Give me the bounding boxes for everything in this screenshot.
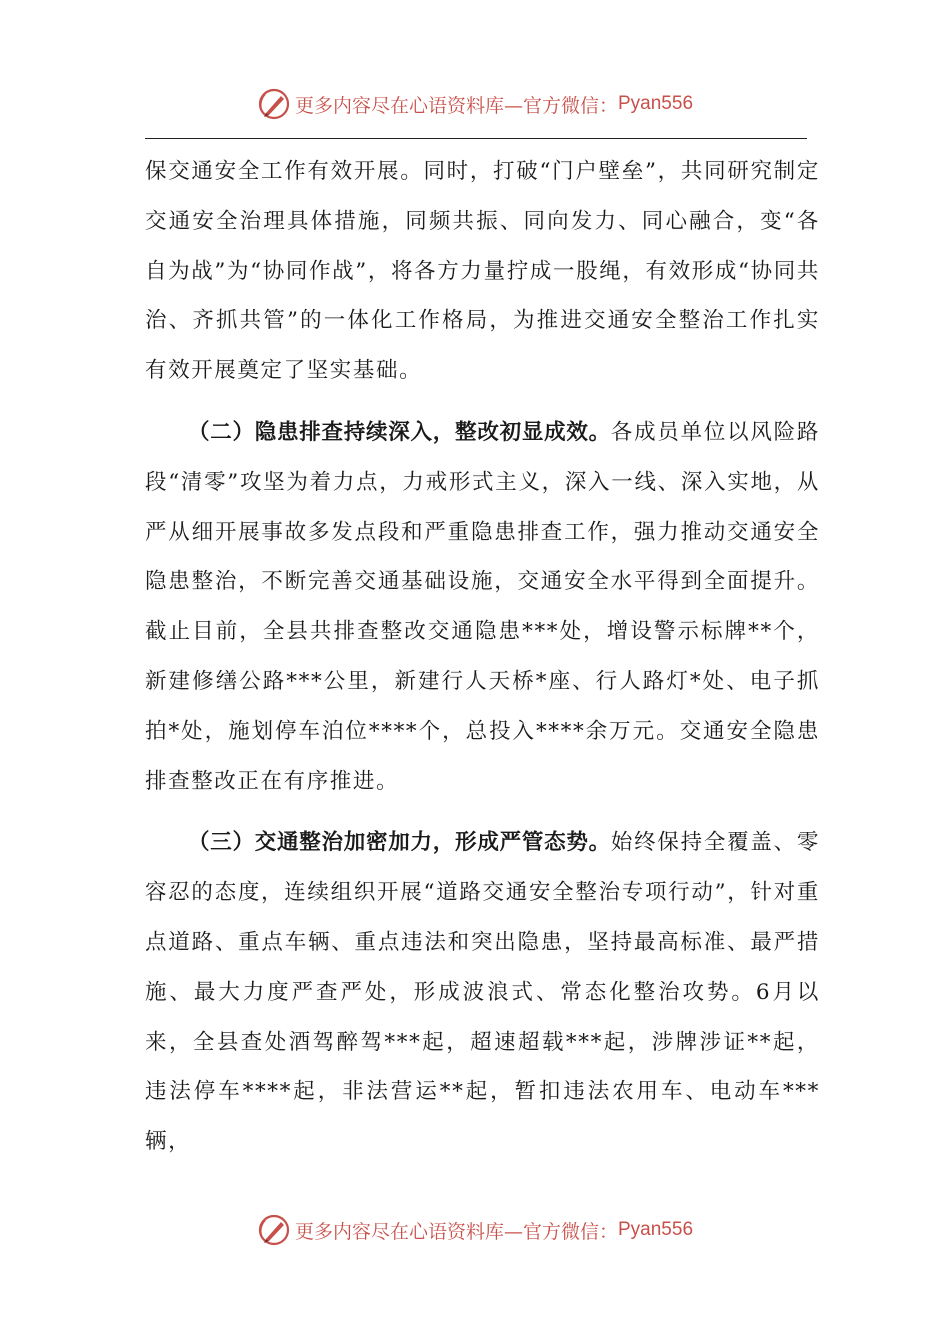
page-header-banner	[0, 84, 950, 124]
header-divider	[145, 138, 807, 139]
header-wechat-id: Pyan556	[618, 93, 694, 114]
section-2-paragraph	[145, 408, 820, 806]
footer-wechat-id: Pyan556	[618, 1219, 694, 1240]
paragraph-continuation: 保交通安全工作有效开展。同时，打破“门户壁垒”，共同研究制定交通安全治理具体措施，同频共振、同向发力、同心融合，变“各自为战”为“协同作战”，将各方力量拧成一股绳，有效形成“协同共治、齐抓共管”的一体化工作格局，为推进交通安全整治工作扎实有效开展奠定了坚实基础。	[145, 159, 820, 384]
section-3-text: 始终保持全覆盖、零容忍的态度，连续组织开展“道路交通安全整治专项行动”，针对重点道路、重点车辆、重点违法和突出隐患，坚持最高标准、最严措施、最大力度严查严处，形成波浪式、常态化整治攻势。6月以来，全县查处酒驾醉驾***起，超速超载***起，涉牌涉证**起，违法停车****起，非法营运**起，暂扣违法农用车、电动车***辆，	[145, 830, 821, 1155]
footer-banner-text: 更多内容尽在心语资料库—官方微信：	[294, 1220, 618, 1243]
pen-logo-icon	[257, 87, 291, 121]
pen-logo-icon	[257, 1213, 291, 1247]
section-2-heading: （二）隐患排查持续深入，整改初显成效。	[188, 419, 611, 445]
document-body	[145, 147, 820, 1167]
page-footer-banner	[0, 1210, 950, 1250]
section-2-text: 各成员单位以风险路段“清零”攻坚为着力点，力戒形式主义，深入一线、深入实地，从严从细开展事故多发点段和严重隐患排查工作，强力推动交通安全隐患整治，不断完善交通基础设施，交通安全水平得到全面提升。截止目前，全县共排查整改交通隐患***处，增设警示标牌**个，新建修缮公路***公里，新建行人天桥*座、行人路灯*处、电子抓拍*处，施划停车泊位****个，总投入****余万元。交通安全隐患排查整改正在有序推进。	[145, 419, 821, 794]
section-3-paragraph	[145, 818, 820, 1167]
section-3-heading: （三）交通整治加密加力，形成严管态势。	[188, 830, 611, 856]
header-banner-text: 更多内容尽在心语资料库—官方微信：	[294, 94, 618, 117]
